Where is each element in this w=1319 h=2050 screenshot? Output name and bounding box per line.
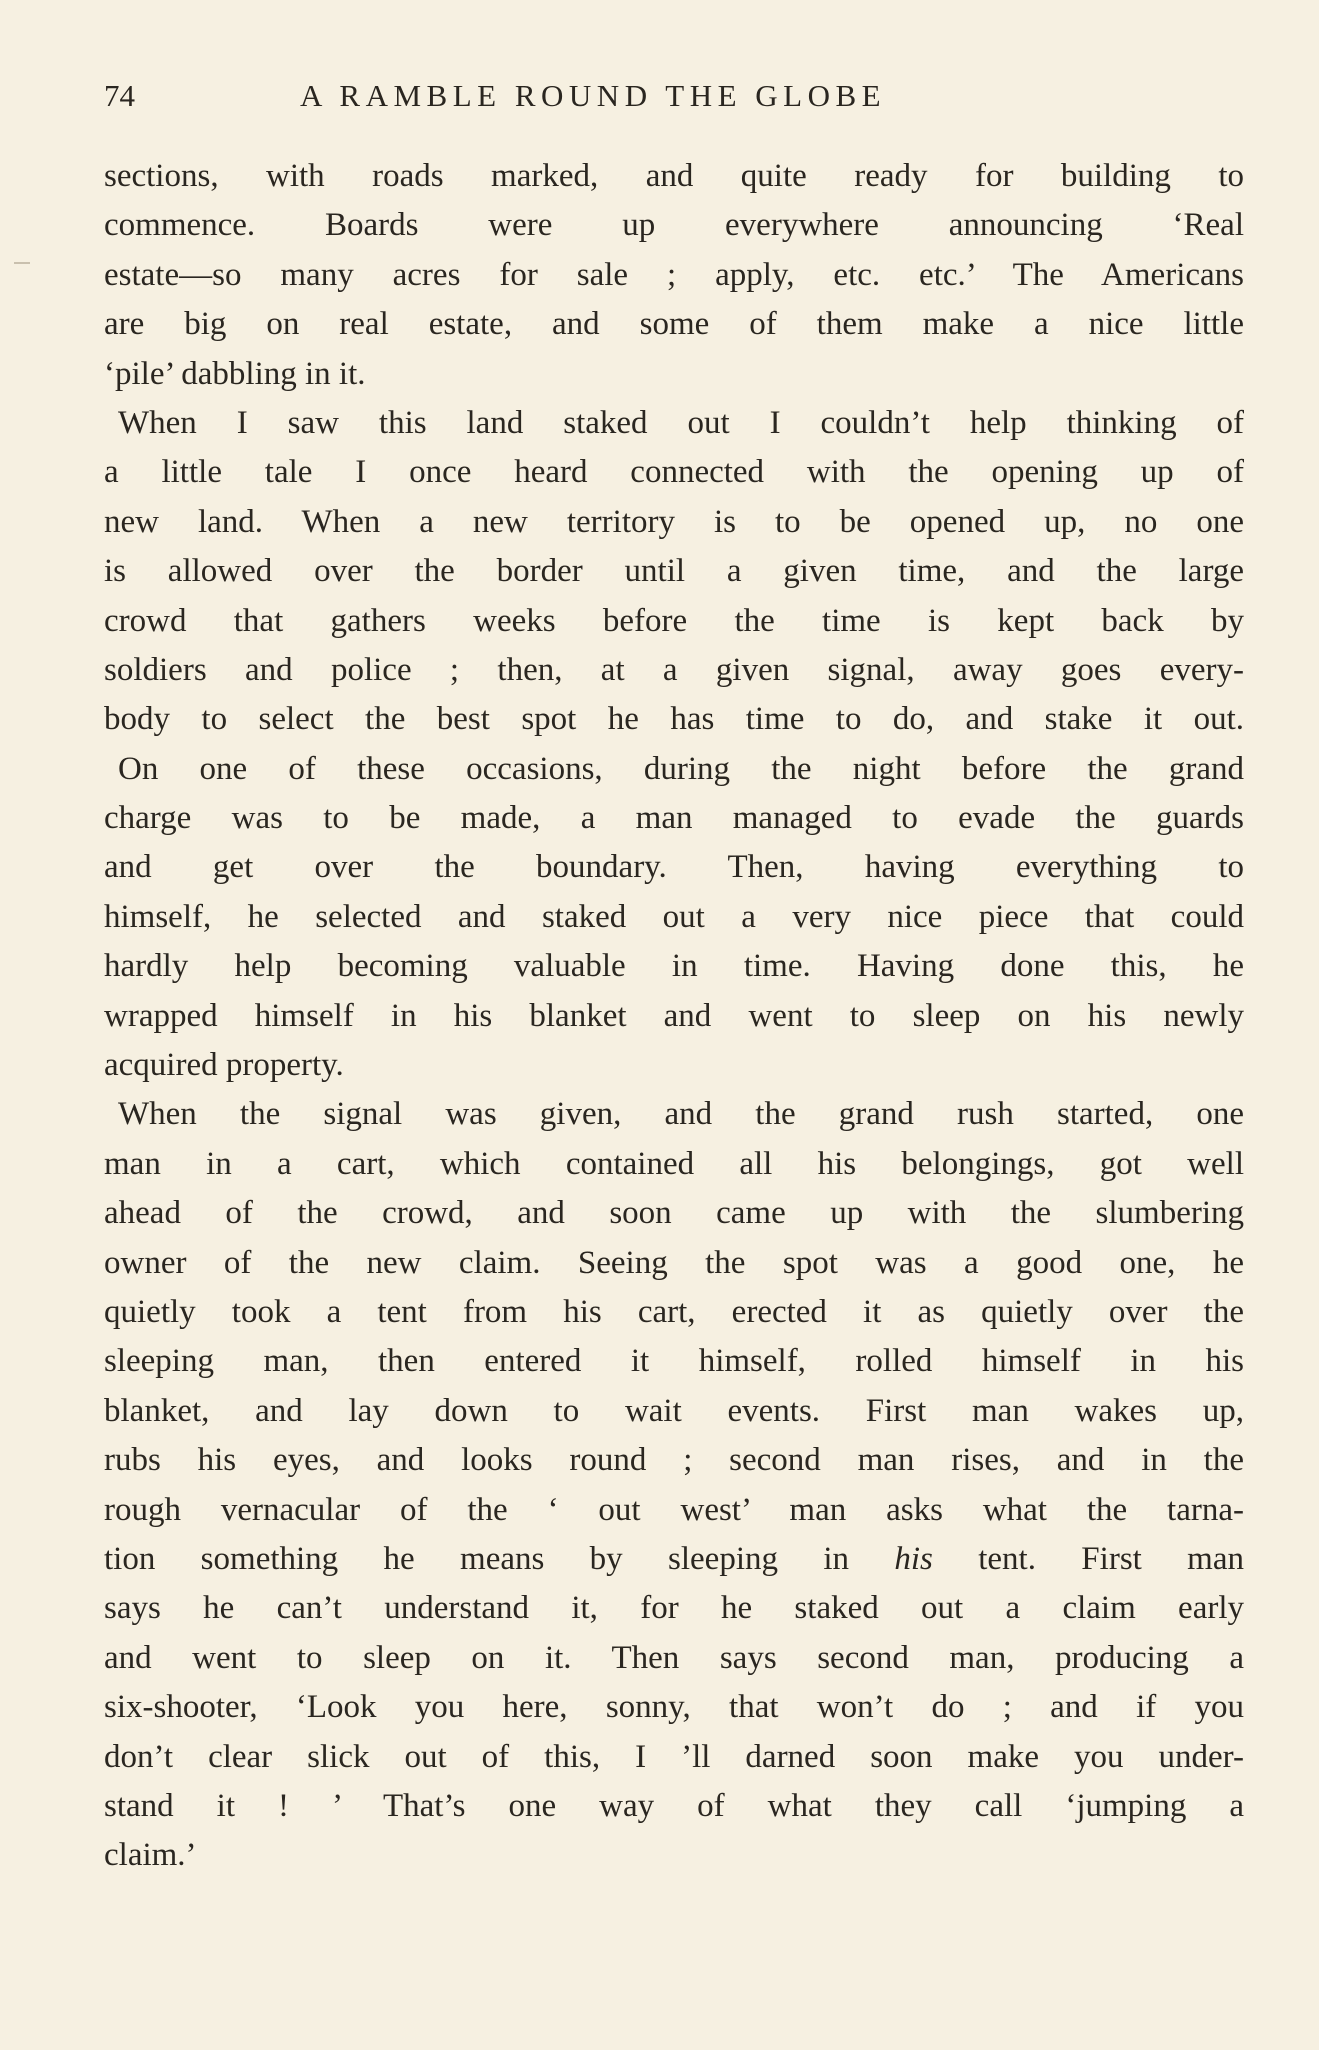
text-line: sections, with roads marked, and quite ready for building to [104, 158, 1244, 194]
paragraph [104, 745, 1244, 1091]
text-line: stand it ! ’ That’s one way of what they call ‘jumping a [104, 1787, 1244, 1824]
text-line: body to select the best spot he has time to do, and stake it out. [104, 701, 1244, 738]
italic-word: his [894, 1540, 933, 1577]
text-line: ‘pile’ dabbling in it. [104, 355, 366, 392]
page-number: 74 [104, 78, 135, 113]
text-line: commence. Boards were up everywhere announcing ‘Real [104, 207, 1244, 244]
text-line: acquired property. [104, 1047, 344, 1084]
text-line: is allowed over the border until a given time, and the large [104, 553, 1244, 590]
text-line-with-italic [104, 1535, 1244, 1584]
text-line: owner of the new claim. Seeing the spot was a good one, he [104, 1244, 1244, 1281]
text-line: don’t clear slick out of this, I ’ll darned soon make you under- [104, 1738, 1244, 1775]
text-line: crowd that gathers weeks before the time is kept back by [104, 602, 1244, 639]
text-line: When I saw this land staked out I couldn’t help thinking of [118, 404, 1244, 441]
text-line: hardly help becoming valuable in time. Having done this, he [104, 948, 1244, 985]
book-title: A RAMBLE ROUND THE GLOBE [300, 78, 887, 113]
text-line: ahead of the crowd, and soon came up with the slumbering [104, 1195, 1244, 1232]
text-line: and went to sleep on it. Then says second man, producing a [104, 1639, 1244, 1676]
margin-mark [14, 262, 30, 264]
paragraph [104, 1090, 1244, 1880]
text-line: man in a cart, which contained all his belongings, got well [104, 1145, 1244, 1182]
text-line: rubs his eyes, and looks round ; second man rises, and in the [104, 1442, 1244, 1479]
text-line: six-shooter, ‘Look you here, sonny, that won’t do ; and if you [104, 1689, 1244, 1726]
body-text [104, 152, 1244, 1881]
text-line: soldiers and police ; then, at a given signal, away goes every- [104, 651, 1244, 688]
text-line: and get over the boundary. Then, having everything to [104, 849, 1244, 886]
text-line: estate—so many acres for sale ; apply, etc. etc.’ The Americans [104, 256, 1244, 293]
text-line: On one of these occasions, during the night before the grand [118, 750, 1244, 787]
text-line: new land. When a new territory is to be opened up, no one [104, 503, 1244, 540]
paragraph [104, 152, 1244, 399]
text-segment: tent. First man [932, 1540, 1244, 1577]
running-head [104, 78, 1238, 128]
text-line: quietly took a tent from his cart, erected it as quietly over the [104, 1293, 1244, 1330]
text-line: charge was to be made, a man managed to evade the guards [104, 800, 1244, 837]
text-line: says he can’t understand it, for he staked out a claim early [104, 1590, 1244, 1627]
text-line: claim.’ [104, 1837, 197, 1874]
text-line: himself, he selected and staked out a very nice piece that could [104, 898, 1244, 935]
text-line: a little tale I once heard connected with the opening up of [104, 454, 1244, 491]
text-line: blanket, and lay down to wait events. First man wakes up, [104, 1392, 1244, 1429]
text-line: wrapped himself in his blanket and went to sleep on his newly [104, 997, 1244, 1034]
paragraph [104, 399, 1244, 745]
text-line: are big on real estate, and some of them make a nice little [104, 306, 1244, 343]
text-line: sleeping man, then entered it himself, rolled himself in his [104, 1343, 1244, 1380]
text-line: rough vernacular of the ‘ out west’ man asks what the tarna- [104, 1491, 1244, 1528]
text-line: When the signal was given, and the grand rush started, one [118, 1096, 1244, 1133]
text-segment: tion something he means by sleeping in [104, 1540, 895, 1577]
